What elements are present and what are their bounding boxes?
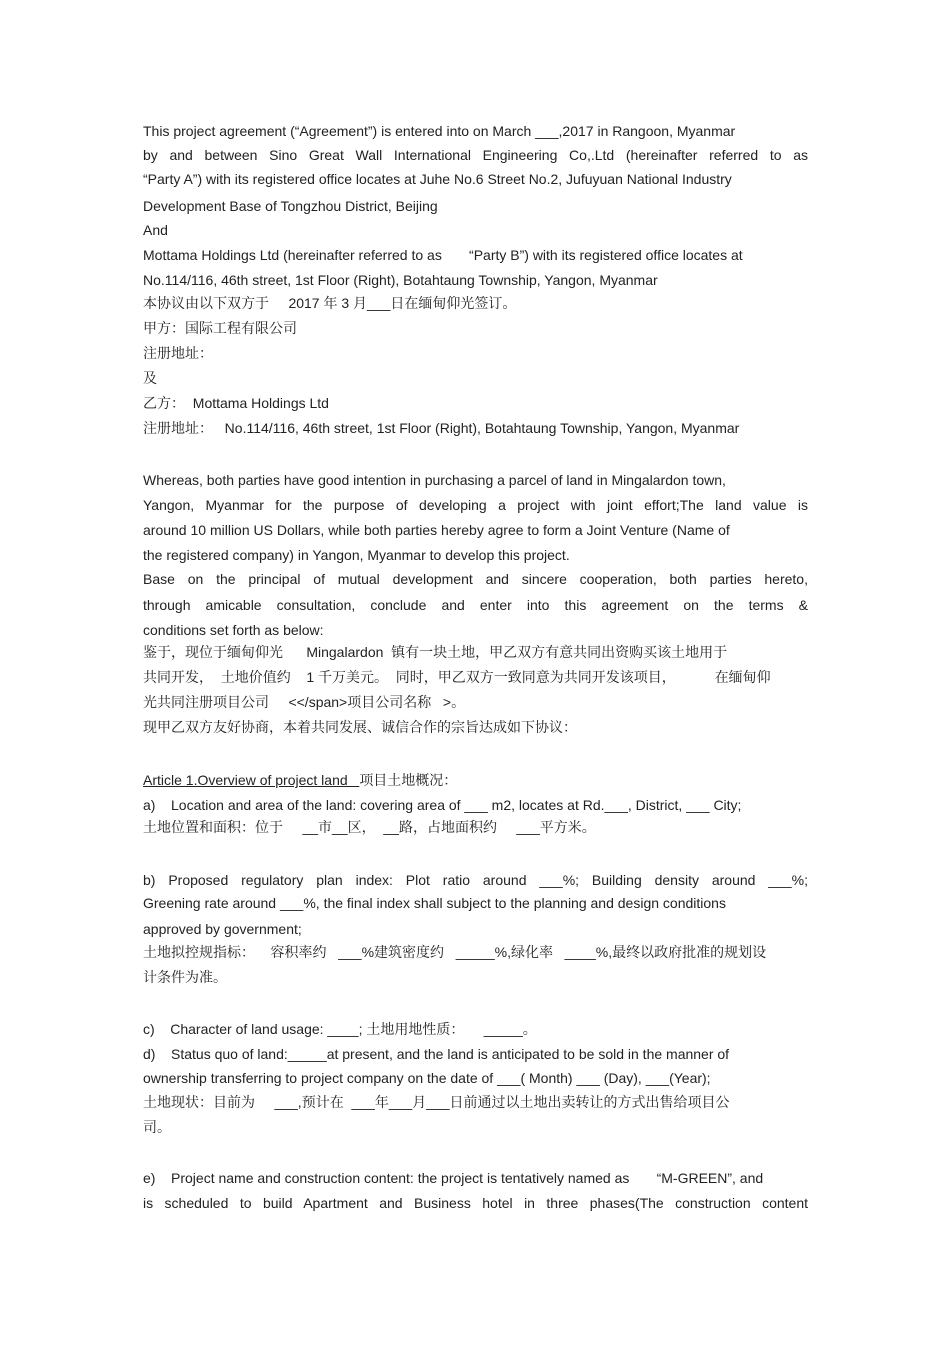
party-a-line: 甲方：国际工程有限公司 xyxy=(143,320,297,336)
item-d-en-2: ownership transferring to project company on the date of ___( Month) ___ (Day), ___(Year); xyxy=(143,1070,711,1086)
intro-line-7: No.114/116, 46th street, 1st Floor (Right), Botahtaung Township, Yangon, Myanmar xyxy=(143,272,658,288)
item-b-cn-2: 计条件为准。 xyxy=(143,969,227,985)
article-1-title-en: Article 1.Overview of project land xyxy=(143,772,360,788)
intro-cn-and: 及 xyxy=(143,370,157,386)
item-e-en-1: e) Project name and construction content: the project is tentatively named as “M-GREEN”, and xyxy=(143,1170,764,1186)
item-a-en: a) Location and area of the land: covering area of ___ m2, locates at Rd.___, District, ___ City; xyxy=(143,797,742,813)
item-b-en-3: approved by government; xyxy=(143,921,302,937)
whereas-line-6: through amicable consultation, conclude and enter into this agreement on the terms & xyxy=(143,597,808,613)
party-b-address: 注册地址： No.114/116, 46th street, 1st Floor (Right), Botahtaung Township, Yangon, Myanmar xyxy=(143,420,740,436)
intro-line-2: by and between Sino Great Wall International Engineering Co,.Ltd (hereinafter referred to as xyxy=(143,147,808,163)
intro-line-1: This project agreement (“Agreement”) is entered into on March ___,2017 in Rangoon, Myanmar xyxy=(143,123,736,139)
item-b-cn-1: 土地拟控规指标： 容积率约 ___%建筑密度约 _____%,绿化率 ____%,最终以政府批准的规划设 xyxy=(143,944,767,960)
item-d-en-1: d) Status quo of land:_____at present, and the land is anticipated to be sold in the manner of xyxy=(143,1046,730,1062)
item-b-en-2: Greening rate around ___%, the final index shall subject to the planning and design conditions xyxy=(143,895,726,911)
intro-line-and: And xyxy=(143,222,168,238)
whereas-cn-line-2: 共同开发， 土地价值约 1 千万美元。 同时，甲乙双方一致同意为共同开发该项目， 在缅甸仰 xyxy=(143,669,771,685)
intro-line-3: “Party A”) with its registered office locates at Juhe No.6 Street No.2, Jufuyuan National Industry xyxy=(143,171,732,187)
whereas-line-7: conditions set forth as below: xyxy=(143,622,324,638)
intro-line-6: Mottama Holdings Ltd (hereinafter referred to as “Party B”) with its registered office locates at xyxy=(143,247,743,263)
article-1-title-cn: 项目土地概况： xyxy=(359,772,458,788)
whereas-line-3: around 10 million US Dollars, while both parties hereby agree to form a Joint Venture (Name of xyxy=(143,522,730,538)
whereas-cn-line-4: 现甲乙双方友好协商，本着共同发展、诚信合作的宗旨达成如下协议： xyxy=(143,719,577,735)
whereas-line-5: Base on the principal of mutual development and sincere cooperation, both parties hereto, xyxy=(143,571,808,587)
item-b-en-1: b) Proposed regulatory plan index: Plot ratio around ___%; Building density around ___%; xyxy=(143,872,808,888)
item-e-en-2: is scheduled to build Apartment and Business hotel in three phases(The construction content xyxy=(143,1195,808,1211)
item-c: c) Character of land usage: ____; 土地用地性质： _____。 xyxy=(143,1021,537,1037)
intro-cn-line-1: 本协议由以下双方于 2017 年 3 月___日在缅甸仰光签订。 xyxy=(143,295,517,311)
whereas-cn-line-3: 光共同注册项目公司 <</span>项目公司名称 >。 xyxy=(143,694,466,710)
whereas-line-2: Yangon, Myanmar for the purpose of developing a project with joint effort;The land value is xyxy=(143,497,808,513)
whereas-cn-line-1: 鉴于，现位于缅甸仰光 Mingalardon 镇有一块土地，甲乙双方有意共同出资购买该土地用于 xyxy=(143,644,728,660)
item-d-cn-1: 土地现状：目前为 ___,预计在 ___年___月___日前通过以土地出卖转让的方式出售给项目公 xyxy=(143,1094,730,1110)
party-a-address: 注册地址： xyxy=(143,345,213,361)
whereas-line-1: Whereas, both parties have good intention in purchasing a parcel of land in Mingalardon town, xyxy=(143,472,726,488)
whereas-line-4: the registered company) in Yangon, Myanmar to develop this project. xyxy=(143,547,570,563)
party-b-line: 乙方： Mottama Holdings Ltd xyxy=(143,395,329,411)
item-d-cn-2: 司。 xyxy=(143,1119,171,1135)
intro-line-4: Development Base of Tongzhou District, Beijing xyxy=(143,198,438,214)
article-1-heading xyxy=(143,771,457,789)
item-a-cn: 土地位置和面积：位于 __市__区， __路，占地面积约 ___平方米。 xyxy=(143,819,596,835)
